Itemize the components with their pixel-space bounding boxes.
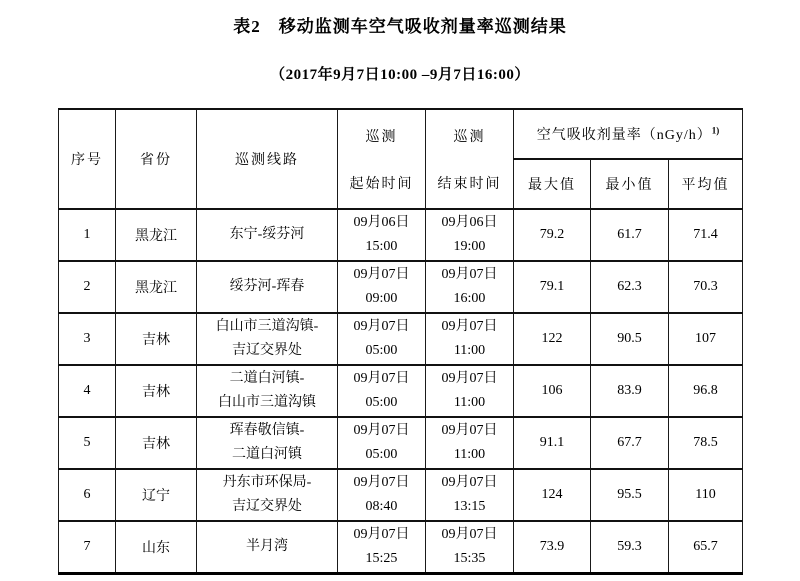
cell-min: 90.5 xyxy=(591,313,669,365)
table-row xyxy=(59,365,743,417)
cell-min: 62.3 xyxy=(591,261,669,313)
dose-group-label: 空气吸收剂量率（nGy/h） xyxy=(536,128,712,143)
col-header-max: 最大值 xyxy=(514,159,591,209)
cell-route: 珲春敬信镇- 二道白河镇 xyxy=(197,417,338,469)
col-header-avg: 平均值 xyxy=(669,159,743,209)
cell-serial: 7 xyxy=(59,521,116,573)
cell-min: 83.9 xyxy=(591,365,669,417)
cell-serial: 5 xyxy=(59,417,116,469)
start-header-line1: 巡测 xyxy=(365,129,398,145)
cell-province: 山东 xyxy=(116,521,197,573)
cell-max: 79.1 xyxy=(514,261,591,313)
cell-avg: 107 xyxy=(669,313,743,365)
cell-serial: 4 xyxy=(59,365,116,417)
cell-max: 106 xyxy=(514,365,591,417)
start-header-line2: 起始时间 xyxy=(349,176,414,192)
table-row xyxy=(59,261,743,313)
cell-province: 黑龙江 xyxy=(116,209,197,261)
cell-end-time: 09月06日 19:00 xyxy=(426,209,514,261)
cell-max: 79.2 xyxy=(514,209,591,261)
col-header-min: 最小值 xyxy=(591,159,669,209)
col-header-dose-group xyxy=(514,109,743,159)
table-row xyxy=(59,521,743,573)
cell-province: 吉林 xyxy=(116,365,197,417)
cell-serial: 3 xyxy=(59,313,116,365)
cell-min: 95.5 xyxy=(591,469,669,521)
table-row xyxy=(59,313,743,365)
header-row-top xyxy=(59,109,743,159)
cell-route: 半月湾 xyxy=(197,521,338,573)
cell-max: 91.1 xyxy=(514,417,591,469)
cell-avg: 78.5 xyxy=(669,417,743,469)
cell-end-time: 09月07日 11:00 xyxy=(426,365,514,417)
cell-province: 黑龙江 xyxy=(116,261,197,313)
cell-serial: 1 xyxy=(59,209,116,261)
cell-serial: 2 xyxy=(59,261,116,313)
cell-route: 东宁-绥芬河 xyxy=(197,209,338,261)
date-range-subtitle: （2017年9月7日10:00 –9月7日16:00） xyxy=(270,67,530,83)
cell-start-time: 09月07日 08:40 xyxy=(338,469,426,521)
cell-avg: 70.3 xyxy=(669,261,743,313)
cell-province: 吉林 xyxy=(116,313,197,365)
end-header-line1: 巡测 xyxy=(453,129,486,145)
cell-end-time: 09月07日 16:00 xyxy=(426,261,514,313)
cell-avg: 110 xyxy=(669,469,743,521)
cell-route: 白山市三道沟镇- 吉辽交界处 xyxy=(197,313,338,365)
cell-end-time: 09月07日 13:15 xyxy=(426,469,514,521)
page-title: 表2 移动监测车空气吸收剂量率巡测结果 xyxy=(233,17,567,36)
cell-province: 吉林 xyxy=(116,417,197,469)
cell-start-time: 09月06日 15:00 xyxy=(338,209,426,261)
cell-start-time: 09月07日 15:25 xyxy=(338,521,426,573)
cell-start-time: 09月07日 05:00 xyxy=(338,417,426,469)
cell-route: 二道白河镇- 白山市三道沟镇 xyxy=(197,365,338,417)
cell-end-time: 09月07日 11:00 xyxy=(426,313,514,365)
cell-serial: 6 xyxy=(59,469,116,521)
end-header-line2: 结束时间 xyxy=(437,176,502,192)
table-row xyxy=(59,469,743,521)
cell-avg: 65.7 xyxy=(669,521,743,573)
table-row xyxy=(59,209,743,261)
cell-min: 61.7 xyxy=(591,209,669,261)
cell-avg: 71.4 xyxy=(669,209,743,261)
patrol-results-table xyxy=(58,108,743,575)
cell-end-time: 09月07日 11:00 xyxy=(426,417,514,469)
dose-group-footnote-marker: 1) xyxy=(711,125,720,136)
col-header-serial: 序号 xyxy=(59,109,116,209)
cell-max: 122 xyxy=(514,313,591,365)
cell-min: 59.3 xyxy=(591,521,669,573)
col-header-end-time xyxy=(426,109,514,209)
col-header-route: 巡测线路 xyxy=(197,109,338,209)
cell-route: 绥芬河-珲春 xyxy=(197,261,338,313)
col-header-start-time xyxy=(338,109,426,209)
table-row xyxy=(59,417,743,469)
cell-end-time: 09月07日 15:35 xyxy=(426,521,514,573)
cell-avg: 96.8 xyxy=(669,365,743,417)
cell-max: 124 xyxy=(514,469,591,521)
cell-route: 丹东市环保局- 吉辽交界处 xyxy=(197,469,338,521)
cell-province: 辽宁 xyxy=(116,469,197,521)
cell-start-time: 09月07日 05:00 xyxy=(338,313,426,365)
cell-start-time: 09月07日 05:00 xyxy=(338,365,426,417)
cell-min: 67.7 xyxy=(591,417,669,469)
col-header-province: 省份 xyxy=(116,109,197,209)
cell-max: 73.9 xyxy=(514,521,591,573)
cell-start-time: 09月07日 09:00 xyxy=(338,261,426,313)
